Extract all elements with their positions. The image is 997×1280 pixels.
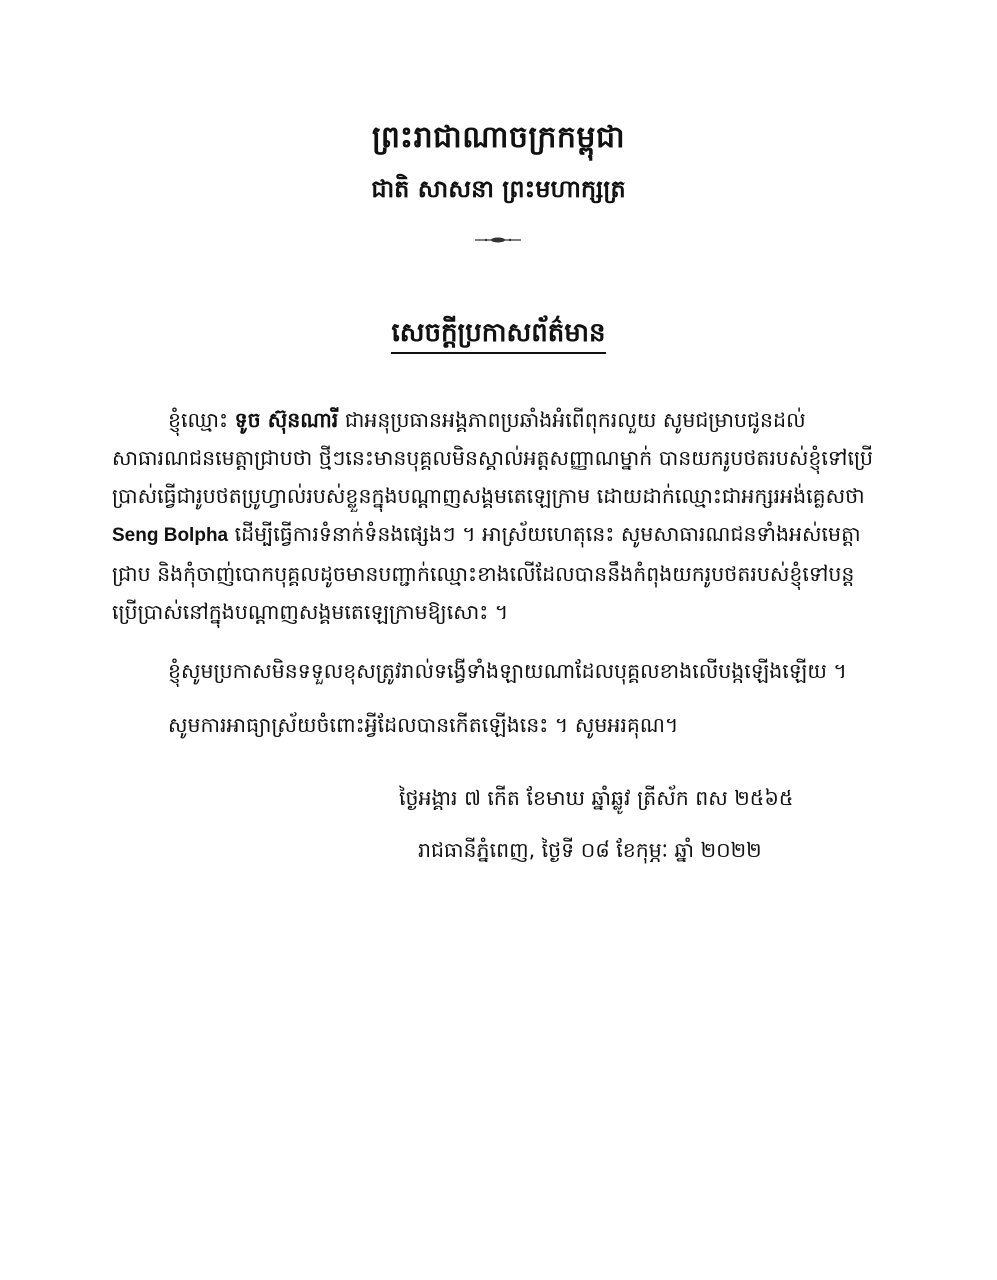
national-motto: ជាតិ សាសនា ព្រះមហាក្សត្រ — [371, 175, 626, 203]
paragraph-1-text — [112, 401, 892, 631]
paragraph-2 — [112, 652, 892, 690]
author-name: ទូច ស៊ុនណារី — [234, 408, 339, 432]
ornament-divider — [473, 236, 523, 244]
paragraph-3 — [112, 706, 892, 744]
document-title — [0, 316, 997, 354]
document-title-text: សេចក្ដីប្រកាសព័ត៌មាន — [391, 318, 605, 354]
paragraph-2-text: ខ្ញុំសូមប្រកាសមិនទទួលខុសត្រូវរាល់ទង្វើទាំងឡាយណាដែលបុគ្គលខាងលើបង្កឡើងឡើយ ។ — [168, 659, 847, 683]
paragraph-1-line-6: ប្រើប្រាស់នៅក្នុងបណ្ដាញសង្គមតេឡេក្រាមឱ្យសោះ ។ — [112, 600, 509, 624]
paragraph-1-line-5: ជ្រាប និងកុំចាញ់បោកបុគ្គលដូចមានបញ្ជាក់ឈ្មោះខាងលើដែលបាននឹងកំពុងយករូបថតរបស់ខ្ញុំទៅបន្ត — [112, 562, 855, 586]
impostor-name: Seng Bolpha — [112, 525, 229, 546]
paragraph-3-text: សូមការអាធ្យាស្រ័យចំពោះអ្វីដែលបានកើតឡើងនេះ ។ សូមអរគុណ។ — [168, 713, 679, 737]
paragraph-1-line-4 — [112, 515, 892, 555]
paragraph-1-line-2: សាធារណជនមេត្តាជ្រាបថា ថ្មីៗនេះមានបុគ្គលមិនស្គាល់អត្តសញ្ញាណម្នាក់ បានយករូបថតរបស់ខ្ញុំទៅប្រើ — [112, 446, 874, 470]
lunar-date: ថ្ងៃអង្គារ ៧ កើត ខែមាឃ ឆ្នាំឆ្លូវ ត្រីស័ក ពស ២៥៦៥ — [399, 786, 794, 810]
paragraph-1-line-4-text: ដើម្បីធ្វើការទំនាក់ទំនងផ្សេងៗ ។ អាស្រ័យហេតុនេះ សូមសាធារណជនទាំងអស់មេត្តា — [228, 522, 861, 546]
kingdom-heading: ព្រះរាជាណាចក្រកម្ពុជា — [371, 120, 626, 155]
place-and-date: រាជធានីភ្នំពេញ, ថ្ងៃទី ០៨ ខែកុម្ភៈ ឆ្នាំ ២០២២ — [418, 838, 762, 862]
intro-text: ខ្ញុំឈ្មោះ — [168, 408, 235, 432]
paragraph-1-line-1 — [112, 401, 892, 439]
paragraph-1 — [112, 401, 892, 631]
paragraph-1-line-3: ប្រាស់ធ្វើជារូបថតប្រូហ្វាល់របស់ខ្លួនក្នុងបណ្ដាញសង្គមតេឡេក្រាម ដោយដាក់ឈ្មោះជាអក្សរអង់គ្លេសថា — [112, 484, 865, 508]
author-role-text: ជាអនុប្រធានអង្គភាពប្រឆាំងអំពើពុករលួយ សូមជម្រាបជូនដល់ — [338, 408, 806, 432]
